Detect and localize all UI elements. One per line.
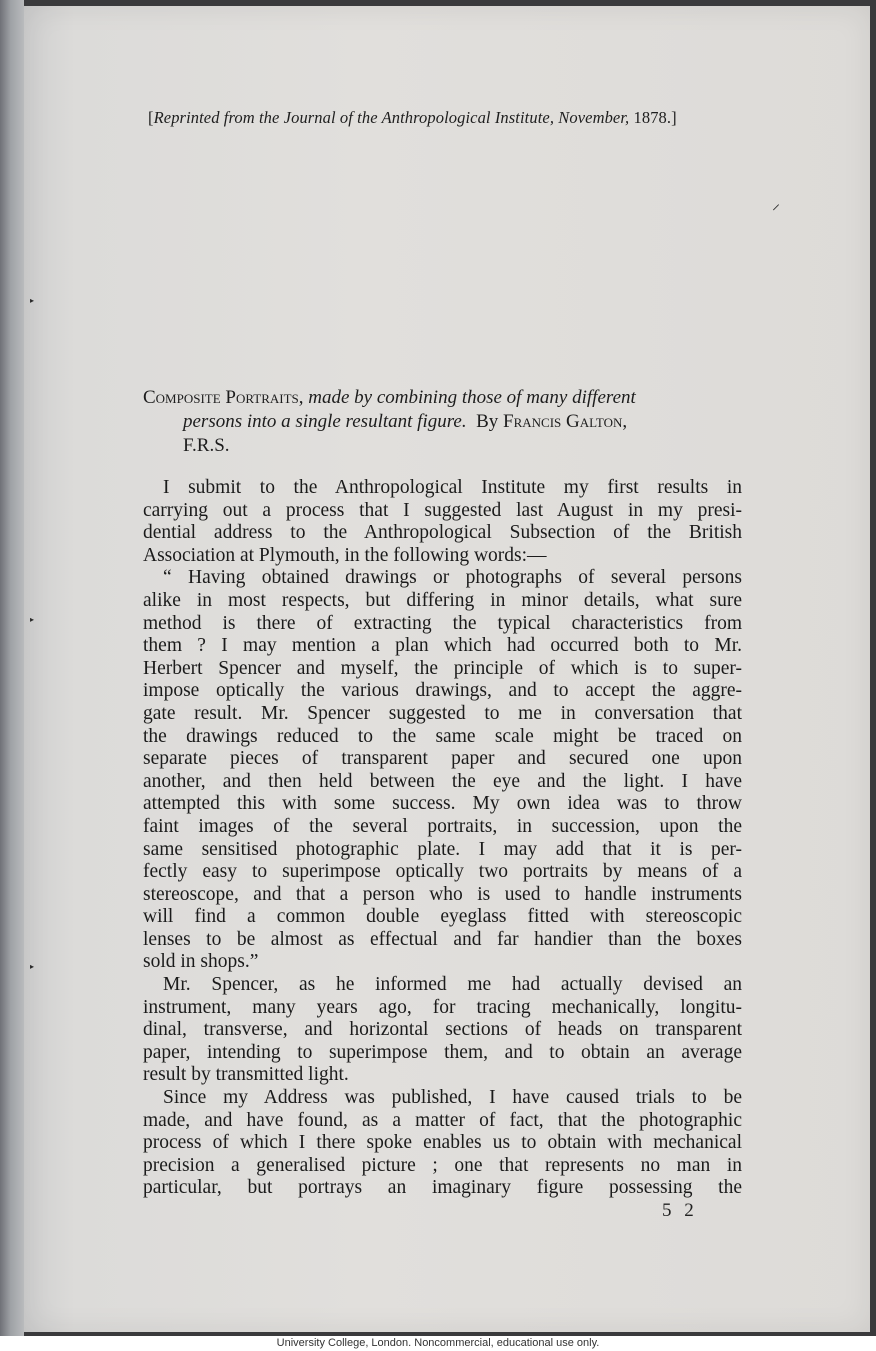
body-line: “ Having obtained drawings or photographs of several persons <box>163 567 742 589</box>
body-line: Since my Address was published, I have caused trials to be <box>163 1087 742 1109</box>
header-bracket: [ <box>148 108 154 127</box>
body-line: process of which I there spoke enables us to obtain with mechanical <box>143 1132 742 1154</box>
title-line-2 <box>143 410 747 434</box>
body-line: lenses to be almost as effectual and far handier than the boxes <box>143 928 742 950</box>
body-line: stereoscope, and that a person who is used to handle instruments <box>143 883 742 905</box>
body-line: them ? I may mention a plan which had occurred both to Mr. <box>143 635 742 657</box>
body-line: I submit to the Anthropological Institute my first results in <box>163 477 742 498</box>
margin-dot: ▸ <box>30 296 35 305</box>
body-line: same sensitised photographic plate. I may add that it is per- <box>143 838 742 860</box>
title-by: By <box>476 411 504 432</box>
body-line: another, and then held between the eye and the light. I have <box>143 770 742 792</box>
body-line: will find a common double eyeglass fitted with stereoscopic <box>143 906 742 928</box>
body-line: Herbert Spencer and myself, the principle of which is to super- <box>143 657 742 679</box>
body-line: sold in shops.” <box>143 951 259 973</box>
article-body <box>143 477 742 1200</box>
header-source: Reprinted from the Journal of the Anthropological Institute, November, <box>153 108 630 127</box>
body-line: faint images of the several portraits, in succession, upon the <box>143 815 742 837</box>
body-line: Mr. Spencer, as he informed me had actually devised an <box>163 974 742 996</box>
book-spine <box>0 0 24 1336</box>
body-line: made, and have found, as a matter of fact, that the photographic <box>143 1109 742 1131</box>
body-line: dential address to the Anthropological Subsection of the British <box>143 522 742 544</box>
body-line: alike in most respects, but differing in minor details, what sure <box>143 589 742 611</box>
footer-credit: University College, London. Noncommercial, educational use only. <box>276 1337 600 1349</box>
body-line: the drawings reduced to the same scale might be traced on <box>143 725 742 747</box>
title-main: Composite Portraits, <box>143 387 304 408</box>
body-line: dinal, transverse, and horizontal sections of heads on transparent <box>143 1019 742 1041</box>
body-line: method is there of extracting the typical characteristics from <box>143 612 742 634</box>
body-line: separate pieces of transparent paper and secured one upon <box>143 748 742 770</box>
margin-dot: ▸ <box>30 615 35 624</box>
body-line: gate result. Mr. Spencer suggested to me in conversation that <box>143 702 742 724</box>
signature-mark: 5 2 <box>662 1200 698 1221</box>
header-year: 1878.] <box>629 108 677 127</box>
article-title <box>143 386 747 458</box>
body-line: carrying out a process that I suggested last August in my presi- <box>143 499 742 521</box>
body-line: impose optically the various drawings, and to accept the aggre- <box>143 680 742 702</box>
body-line: precision a generalised picture ; one that represents no man in <box>143 1154 742 1176</box>
body-line: Association at Plymouth, in the following words:— <box>143 544 547 566</box>
title-subtitle-2: persons into a single resultant figure. <box>183 411 467 432</box>
title-author: Francis Galton, <box>503 411 628 432</box>
body-line: fectly easy to superimpose optically two portraits by means of a <box>143 861 742 883</box>
margin-dot: ▸ <box>30 962 35 971</box>
title-credential: F.R.S. <box>183 435 230 456</box>
margin-mark: ⸝ <box>772 196 781 213</box>
body-line: result by transmitted light. <box>143 1064 349 1086</box>
reprint-header <box>148 108 758 128</box>
body-line: paper, intending to superimpose them, and to obtain an average <box>143 1041 742 1063</box>
body-line: attempted this with some success. My own idea was to throw <box>143 793 742 815</box>
body-line: instrument, many years ago, for tracing mechanically, longitu- <box>143 996 742 1018</box>
body-line: particular, but portrays an imaginary figure possessing the <box>143 1177 742 1199</box>
title-subtitle-1: made by combining those of many different <box>303 387 636 408</box>
